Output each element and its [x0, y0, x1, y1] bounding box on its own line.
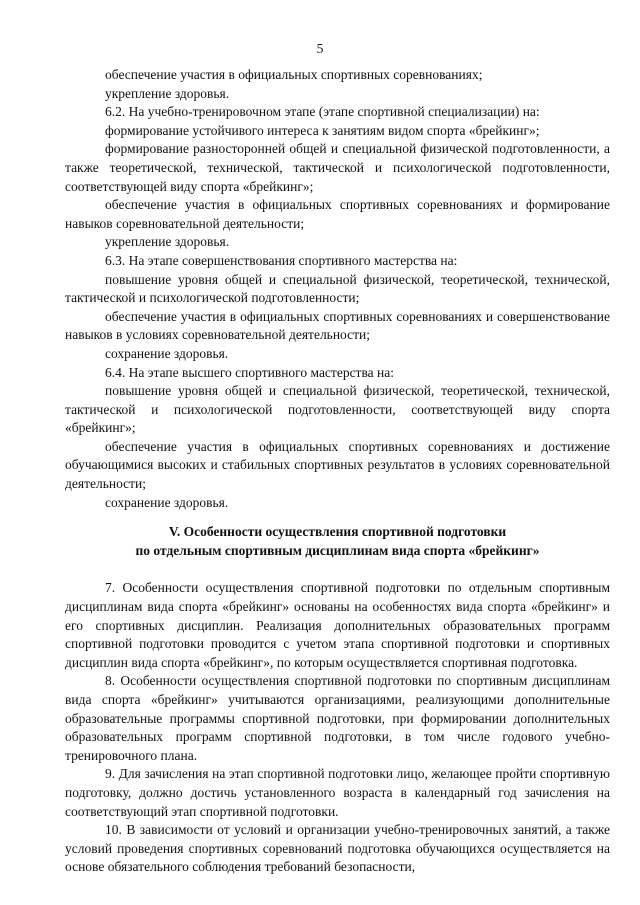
- paragraph: 7. Особенности осуществления спортивной подготовки по отдельным спортивным дисциплинам вида спорта «брейкинг» основаны на особенностях вида спорта «брейкинг» и его спортивных дисциплин. Реализация дополнительных образовательных программ спортивной подготовки проводится с учетом этапа спортивной подготовки и спортивных дисциплин вида спорта «брейкинг», по которым осуществляется спортивная подготовка.: [65, 580, 610, 670]
- paragraph: 10. В зависимости от условий и организации учебно-тренировочных занятий, а также условий проведения спортивных соревнований подготовка обучающихся осуществляется на основе обязательного соблюдения требований безопасности,: [65, 822, 610, 875]
- paragraph: 9. Для зачисления на этап спортивной подготовки лицо, желающее пройти спортивную подготовку, должно достичь установленного возраста в календарный год зачисления на соответствующий этап спортивной подготовки.: [65, 766, 610, 819]
- paragraph: сохранение здоровья.: [105, 345, 229, 361]
- section-heading-line-1: V. Особенности осуществления спортивной подготовки: [168, 524, 507, 540]
- paragraph: укрепление здоровья.: [105, 234, 230, 250]
- paragraph: 6.2. На учебно-тренировочном этапе (этапе спортивной специализации) на:: [105, 104, 540, 120]
- paragraph: 6.4. На этапе высшего спортивного мастерства на:: [105, 364, 394, 380]
- spacer: [65, 560, 610, 579]
- paragraph: обеспечение участия в официальных спортивных соревнованиях и совершенствование навыков в условиях соревновательной деятельности;: [65, 308, 610, 343]
- paragraph: повышение уровня общей и специальной физической, теоретической, технической, тактической и психологической подготовленности;: [65, 271, 610, 306]
- paragraph: обеспечение участия в официальных спортивных соревнованиях и формирование навыков соревновательной деятельности;: [65, 197, 610, 231]
- document-body: [65, 66, 610, 877]
- paragraph: обеспечение участия в официальных спортивных соревнованиях;: [105, 67, 483, 82]
- paragraph: обеспечение участия в официальных спортивных соревнованиях и достижение обучающимися высоких и стабильных спортивных результатов в условиях соревновательной деятельности;: [65, 438, 610, 492]
- section-heading-line-2: по отдельным спортивным дисциплинам вида спорта «брейкинг»: [135, 542, 540, 558]
- paragraph: формирование устойчивого интереса к занятиям видом спорта «брейкинг»;: [105, 122, 540, 138]
- paragraph: формирование разносторонней общей и специальной физической подготовленности, а также теоретической, технической, тактической и психологической подготовленности, соответствующей виду спорта «брейкинг»;: [65, 141, 610, 194]
- paragraph: повышение уровня общей и специальной физической, теоретической, технической, тактической и психологической подготовленности, соответствующей виду спорта «брейкинг»;: [65, 383, 610, 436]
- paragraph: 8. Особенности осуществления спортивной подготовки по спортивным дисциплинам вида спорта «брейкинг» учитываются организациями, реализующими дополнительные образовательные программы спортивной подготовки, при формировании дополнительных образовательных программ спортивной подготовки, в том числе годового учебно-тренировочного плана.: [65, 673, 610, 763]
- spacer: [65, 512, 610, 523]
- paragraph: сохранение здоровья.: [105, 494, 229, 510]
- paragraph: 6.3. На этапе совершенствования спортивного мастерства на:: [105, 252, 458, 268]
- paragraph: укрепление здоровья.: [105, 85, 230, 101]
- page-number: 5: [316, 41, 324, 56]
